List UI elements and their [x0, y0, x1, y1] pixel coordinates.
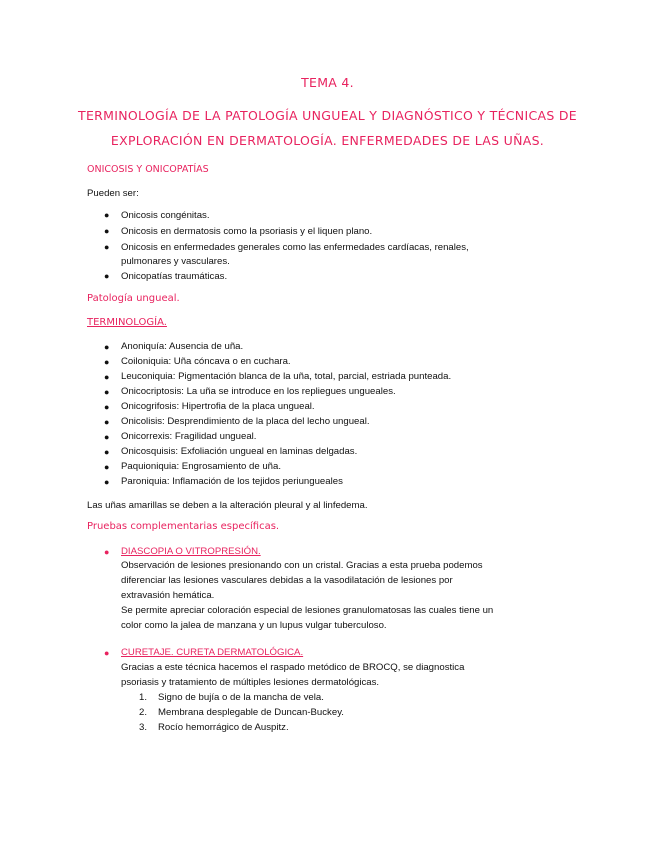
diascopia-line: extravasión hemática.	[121, 590, 215, 601]
bullet-dot-icon: ●	[104, 447, 110, 457]
terminologia-heading: TERMINOLOGÍA.	[87, 317, 167, 328]
title-line-1: TERMINOLOGÍA DE LA PATOLOGÍA UNGUEAL Y DIAGNÓSTICO Y TÉCNICAS DE	[78, 108, 577, 123]
term-item: Onicocriptosis: La uña se introduce en los repliegues ungueales.	[121, 386, 396, 397]
numbered-marker: 2.	[139, 707, 148, 718]
list-item: Onicosis en enfermedades generales como las enfermedades cardíacas, renales,	[121, 242, 469, 253]
diascopia-line: Observación de lesiones presionando con un cristal. Gracias a esta prueba podemos	[121, 560, 483, 571]
diascopia-line: diferenciar las lesiones vasculares debidas a la vasodilatación de lesiones por	[121, 575, 453, 586]
term-item: Onicorrexis: Fragilidad ungueal.	[121, 431, 257, 442]
bullet-dot-icon: ●	[104, 271, 110, 281]
term-item: Anoniquía: Ausencia de uña.	[121, 341, 244, 352]
bullet-dot-icon: ●	[104, 648, 110, 658]
bullet-dot-icon: ●	[104, 372, 110, 382]
diascopia-line: color como la jalea de manzana y un lupus vulgar tuberculoso.	[121, 620, 387, 631]
list-item: Onicosis en dermatosis como la psoriasis y el liquen plano.	[121, 226, 373, 237]
diascopia-line: Se permite apreciar coloración especial de lesiones granulomatosas las cuales tiene un	[121, 605, 494, 616]
term-item: Onicogrifosis: Hipertrofia de la placa ungueal.	[121, 401, 315, 412]
numbered-marker: 3.	[139, 722, 148, 733]
bullet-dot-icon: ●	[104, 226, 110, 236]
bullet-dot-icon: ●	[104, 342, 110, 352]
bullet-dot-icon: ●	[104, 242, 110, 252]
term-item: Paroniquia: Inflamación de los tejidos periungueales	[121, 476, 343, 487]
list-item-continuation: pulmonares y vasculares.	[121, 256, 230, 267]
list-item: Onicosis congénitas.	[121, 210, 210, 221]
bullet-dot-icon: ●	[104, 417, 110, 427]
term-item: Onicosquisis: Exfoliación ungueal en laminas delgadas.	[121, 446, 358, 457]
curetaje-line: psoriasis y tratamiento de múltiples lesiones dermatológicas.	[121, 677, 380, 688]
numbered-item: Rocío hemorrágico de Auspitz.	[158, 722, 289, 733]
numbered-item: Signo de bujía o de la mancha de vela.	[158, 692, 324, 703]
term-item: Coiloniquia: Uña cóncava o en cuchara.	[121, 356, 291, 367]
curetaje-title: CURETAJE. CURETA DERMATOLÓGICA.	[121, 647, 304, 658]
note-text: Las uñas amarillas se deben a la alteración pleural y al linfedema.	[87, 500, 368, 511]
bullet-dot-icon: ●	[104, 462, 110, 472]
bullet-dot-icon: ●	[104, 357, 110, 367]
bullet-dot-icon: ●	[104, 432, 110, 442]
numbered-marker: 1.	[139, 692, 148, 703]
bullet-dot-icon: ●	[104, 547, 110, 557]
term-item: Onicolisis: Desprendimiento de la placa del lecho ungueal.	[121, 416, 370, 427]
bullet-dot-icon: ●	[104, 402, 110, 412]
title-line-2: EXPLORACIÓN EN DERMATOLOGÍA. ENFERMEDADES DE LAS UÑAS.	[110, 133, 545, 148]
bullet-dot-icon: ●	[104, 387, 110, 397]
pruebas-heading: Pruebas complementarias específicas.	[87, 521, 280, 532]
diascopia-title: DIASCOPIA O VITROPRESIÓN.	[121, 546, 261, 557]
bullet-dot-icon: ●	[104, 477, 110, 487]
numbered-item: Membrana desplegable de Duncan-Buckey.	[158, 707, 344, 718]
patologia-heading: Patología ungueal.	[87, 293, 180, 304]
bullet-dot-icon: ●	[104, 210, 110, 220]
tema-heading: TEMA 4.	[301, 75, 354, 90]
term-item: Leuconiquia: Pigmentación blanca de la uña, total, parcial, estriada punteada.	[121, 371, 452, 382]
term-item: Paquioniquia: Engrosamiento de uña.	[121, 461, 282, 472]
onicosis-heading: ONICOSIS Y ONICOPATÍAS	[87, 164, 209, 175]
curetaje-line: Gracias a este técnica hacemos el raspado metódico de BROCQ, se diagnostica	[121, 662, 465, 673]
list-item: Onicopatías traumáticas.	[121, 271, 228, 282]
onicosis-intro: Pueden ser:	[87, 188, 139, 199]
